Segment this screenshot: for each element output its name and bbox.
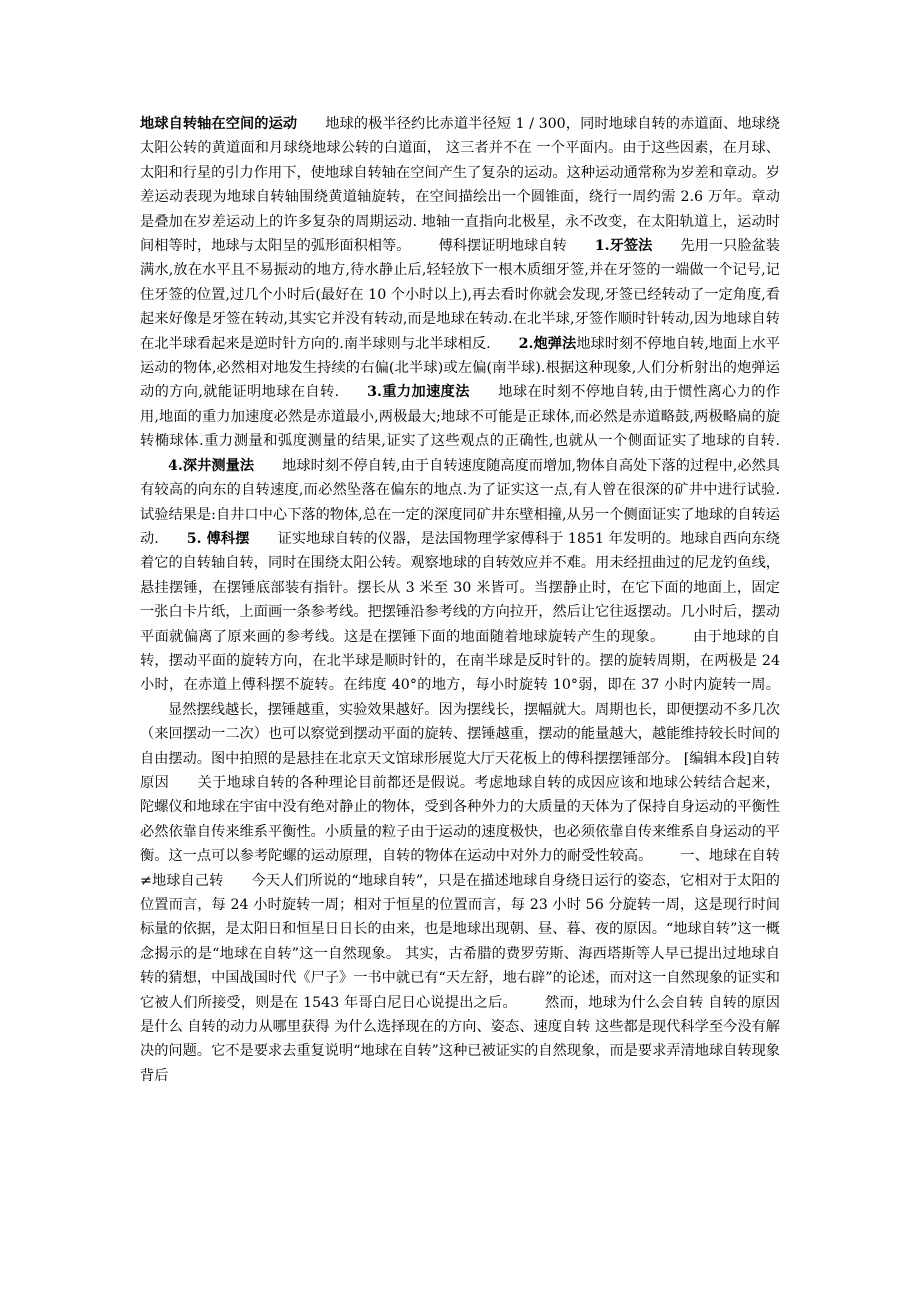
body-text: 今天人们所说的“地球自转”，只是在描述地球自身绕日运行的姿态，它相对于太阳的位置而言，每 24 小时旋转一周；相对于恒星的位置而言，每 23 小时 56 分旋转一周，这是现行时间标量的依据，是太阳日和恒星日日长的由来，也是地球出现朝、昼、暮、夜的原因。“地球自转”这一概念揭示的是“地球在自转”这一自然现象。 其实，古希腊的费罗劳斯、海西塔斯等人早已提出过地球自转的猜想，中国战国时代《尸子》一书中就已有“天左舒，地右辟”的论述，而对这一自然现象的证实和它被人们所接受，则是在 1543 年哥白尼日心说提出之后。 xyxy=(140,872,780,1011)
section-heading: 1.牙签法 xyxy=(594,238,653,255)
body-text: 地球时刻不停自转,由于自转速度随高度而增加,物体自高处下落的过程中,必然具有较高的向东的自转速度,而必然坠落在偏东的地点.为了证实这一点,有人曾在很深的矿井中进行试验.试验结果是:自井口中心下落的物体,总在一定的深度同矿井东壁相撞,从另一个侧面证实了地球的自转运动. xyxy=(140,457,780,547)
body-text: 先用一只脸盆装满水,放在水平且不易振动的地方,待水静止后,轻轻放下一根木质细牙签,并在牙签的一端做一个记号,记住牙签的位置,过几个小时后(最好在 10 个小时以上),再去看时你就会发现,牙签已经转动了一定角度,看起来好像是牙签在转动,其实它并没有转动,而是地球在转动.在北半球,牙签作顺时针转动,因为地球自转在北半球看起来是逆时针方向的.南半球则与北半球相反. xyxy=(140,238,780,352)
body-text: 一、地球在自转≠地球自己转 xyxy=(140,848,780,889)
body-text: 然而，地球为什么会自转 自转的原因是什么 自转的动力从哪里获得 为什么选择现在的方向、姿态、速度自转 这些都是现代科学至今没有解决的问题。它不是要求去重复说明“地球在自转”这种已被证实的自然现象，而是要求弄清地球自转现象背后 xyxy=(140,994,780,1084)
body-text: 关于地球自转的各种理论目前都还是假说。考虑地球自转的成因应该和地球公转结合起来， 陀螺仪和地球在宇宙中没有绝对静止的物体，受到各种外力的大质量的天体为了保持自身运动的平衡性必然依靠自传来维系平衡性。小质量的粒子由于运动的速度极快，也必须依靠自传来维系自身运动的平衡。这一点可以参考陀螺的运动原理，自转的物体在运动中对外力的耐受性较高。 xyxy=(140,774,780,865)
body-text: 证实地球自转的仪器，是法国物理学家傅科于 1851 年发明的。地球自西向东绕着它的自转轴自转，同时在围绕太阳公转。观察地球的自转效应并不难。用未经扭曲过的尼龙钓鱼线，悬挂摆锤，在摆锤底部装有指针。摆长从 3 米至 30 米皆可。当摆静止时，在它下面的地面上，固定一张白卡片纸，上面画一条参考线。把摆锤沿参考线的方向拉开，然后让它往返摆动。几小时后，摆动平面就偏离了原来画的参考线。这是在摆锤下面的地面随着地球旋转产生的现象。 xyxy=(140,530,780,645)
document-body xyxy=(140,112,780,1088)
body-text: 显然摆线越长，摆锤越重，实验效果越好。因为摆线长，摆幅就大。周期也长，即便摆动不多几次（来回摆动一二次）也可以察觉到摆动平面的旋转、摆锤越重，摆动的能量越大，越能维持较长时间的自由摆动。图中拍照的是悬挂在北京天文馆球形展览大厅天花板上的傅科摆摆锤部分。 xyxy=(140,701,780,767)
section-heading: 地球自转轴在空间的运动 xyxy=(140,116,298,132)
section-heading: 3.重力加速度法 xyxy=(367,384,470,401)
section-heading: 2.炮弹法 xyxy=(518,335,577,352)
body-text: 地球时刻不停地自转,地面上水平运动的物体,必然相对地发生持续的右偏(北半球)或左偏(南半球).根据这种现象,人们分析射出的炮弹运动的方向,就能证明地球在自转. xyxy=(140,335,781,401)
section-heading: 4.深井测量法 xyxy=(168,457,255,474)
body-text: 由于地球的自转，摆动平面的旋转方向，在北半球是顺时针的，在南半球是反时针的。摆的旋转周期，在两极是 24 小时，在赤道上傅科摆不旋转。在纬度 40°的地方，每小时旋转 10°弱，即在 37 小时内旋转一周。 xyxy=(140,628,780,694)
document-paragraph xyxy=(140,112,780,1088)
body-text: 傅科摆证明地球自转 xyxy=(438,238,567,255)
edit-section-link[interactable]: [编辑本段]自转原因 xyxy=(140,750,780,791)
body-text: 地球的极半径约比赤道半径短 1 / 300，同时地球自转的赤道面、地球绕太阳公转的黄道面和月球绕地球公转的白道面， 这三者并不在 一个平面内。由于这些因素，在月球、太阳和行星的引力作用下，使地球自转轴在空间产生了复杂的运动。这种运动通常称为岁差和章动。岁差运动表现为地球自转轴围绕黄道轴旋转，在空间描绘出一个圆锥面，绕行一周约需 2.6 万年。章动是叠加在岁差运动上的许多复杂的周期运动. 地轴一直指向北极星，永不改变，在太阳轨道上，运动时间相等时，地球与太阳呈的弧形面积相等。 xyxy=(140,116,780,255)
section-heading: 5. 傅科摆 xyxy=(186,530,250,547)
body-text: 地球在时刻不停地自转,由于惯性离心力的作用,地面的重力加速度必然是赤道最小,两极最大;地球不可能是正球体,而必然是赤道略鼓,两极略扁的旋转椭球体.重力测量和弧度测量的结果,证实了这些观点的正确性,也就从一个侧面证实了地球的自转. xyxy=(140,384,781,450)
